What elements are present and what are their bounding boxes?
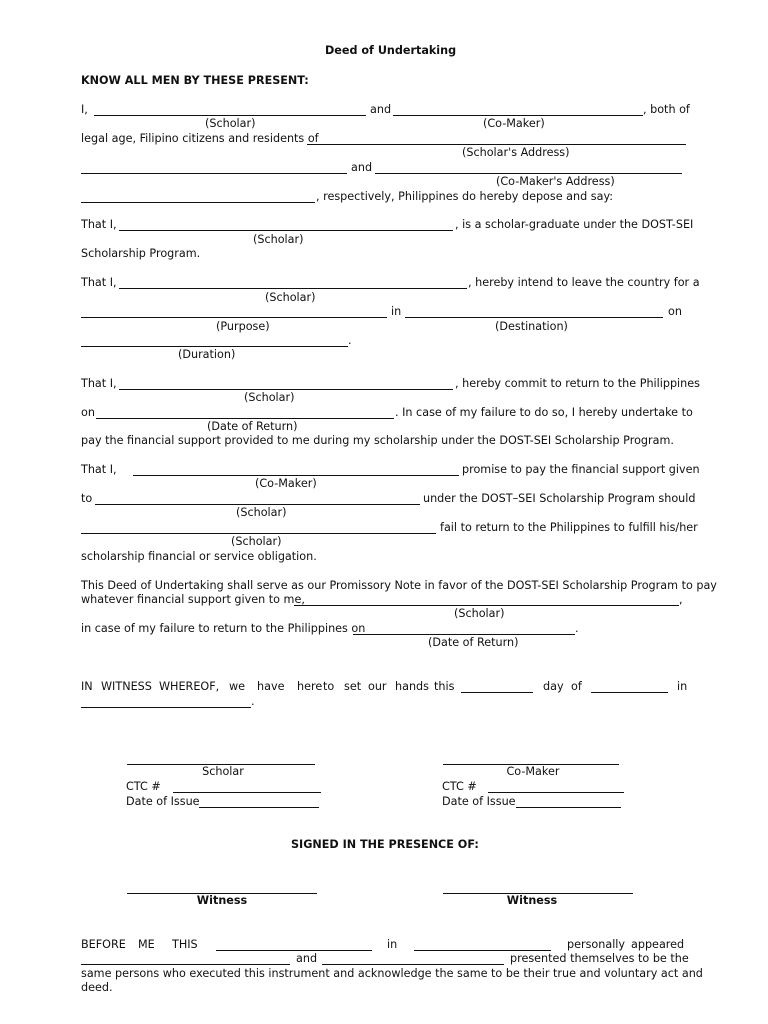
scholar-address-field[interactable] bbox=[307, 144, 686, 145]
comaker-ctc-label: CTC # bbox=[442, 780, 477, 793]
p4-date-label: (Date of Return) bbox=[207, 420, 298, 433]
place-field[interactable] bbox=[81, 707, 251, 708]
notary-this: THIS bbox=[172, 938, 198, 951]
notary-me: ME bbox=[138, 938, 155, 951]
comaker-date-issue-label: Date of Issue bbox=[442, 795, 516, 808]
scholar-date-issue-field[interactable] bbox=[199, 807, 319, 808]
p1-scholar-label: (Scholar) bbox=[205, 117, 256, 130]
witness-2-label: Witness bbox=[506, 894, 558, 907]
p3-period: . bbox=[348, 334, 352, 347]
destination-label: (Destination) bbox=[495, 320, 568, 333]
p4-pay: pay the financial support provided to me during my scholarship under the DOST-SEI Scholarship Program. bbox=[81, 434, 674, 447]
witness-word: WHEREOF, bbox=[159, 680, 220, 693]
p3-intend: , hereby intend to leave the country for a bbox=[468, 276, 700, 289]
purpose-field[interactable] bbox=[81, 317, 387, 318]
p5-scholar-label-2: (Scholar) bbox=[231, 535, 282, 548]
notary-line3: same persons who executed this instrument and acknowledge the same to be their true and voluntary act and bbox=[81, 967, 703, 980]
p5-obligation: scholarship financial or service obligation. bbox=[81, 550, 317, 563]
witness-word: to bbox=[323, 680, 335, 693]
p6-date-field[interactable] bbox=[353, 634, 575, 635]
notary-day-field[interactable] bbox=[216, 950, 372, 951]
notary-personally: personally bbox=[567, 938, 626, 951]
p5-under: under the DOST–SEI Scholarship Program should bbox=[423, 492, 696, 505]
comaker-name-field[interactable] bbox=[393, 115, 643, 116]
witness-word: hands bbox=[395, 680, 429, 693]
p4-that-i: That I, bbox=[81, 377, 117, 390]
p6-comma: , bbox=[679, 593, 683, 606]
p5-promise: promise to pay the financial support given bbox=[462, 463, 700, 476]
scholar-address-field-2[interactable] bbox=[81, 173, 347, 174]
comaker-ctc-field[interactable] bbox=[488, 792, 624, 793]
p3-that-i: That I, bbox=[81, 276, 117, 289]
month-field[interactable] bbox=[591, 692, 668, 693]
notary-in: in bbox=[387, 938, 398, 951]
scholar-address-label: (Scholar's Address) bbox=[462, 146, 570, 159]
witness-word: IN bbox=[81, 680, 93, 693]
presence-heading: SIGNED IN THE PRESENCE OF: bbox=[291, 838, 479, 851]
notary-before: BEFORE bbox=[81, 938, 126, 951]
p3-in: in bbox=[391, 305, 402, 318]
p5-to: to bbox=[81, 492, 93, 505]
witness-word: set bbox=[344, 680, 362, 693]
p5-comaker-label: (Co-Maker) bbox=[255, 477, 317, 490]
scholar-name-field[interactable] bbox=[94, 115, 366, 116]
p6-scholar-field[interactable] bbox=[294, 605, 679, 606]
p1-i-prefix: I, bbox=[81, 103, 88, 116]
witness-of: of bbox=[571, 680, 582, 693]
p3-scholar-label: (Scholar) bbox=[265, 291, 316, 304]
p4-scholar-field[interactable] bbox=[119, 389, 453, 390]
witness-1-label: Witness bbox=[196, 894, 248, 907]
notary-party-1-field[interactable] bbox=[81, 964, 290, 965]
p5-that-i: That I, bbox=[81, 463, 117, 476]
p1-line2: legal age, Filipino citizens and residents of bbox=[81, 132, 319, 145]
p1-both-of: , both of bbox=[643, 103, 690, 116]
duration-label: (Duration) bbox=[178, 348, 236, 361]
destination-field[interactable] bbox=[405, 317, 663, 318]
p2-scholar-field[interactable] bbox=[119, 230, 453, 231]
intro-heading: KNOW ALL MEN BY THESE PRESENT: bbox=[81, 74, 309, 87]
purpose-label: (Purpose) bbox=[216, 320, 270, 333]
notary-place-field[interactable] bbox=[414, 950, 551, 951]
p2-graduate: , is a scholar-graduate under the DOST-SEI bbox=[455, 218, 694, 231]
document-title: Deed of Undertaking bbox=[325, 44, 457, 57]
witness-word: we bbox=[229, 680, 246, 693]
p5-comaker-field[interactable] bbox=[133, 475, 459, 476]
p2-that-i: That I, bbox=[81, 218, 117, 231]
witness-word: our bbox=[368, 680, 387, 693]
date-of-return-field[interactable] bbox=[96, 418, 394, 419]
p6-line3: in case of my failure to return to the Philippines on bbox=[81, 622, 366, 635]
day-field[interactable] bbox=[461, 692, 533, 693]
p5-scholar-field[interactable] bbox=[95, 504, 420, 505]
notary-line4: deed. bbox=[81, 981, 113, 994]
p3-scholar-field[interactable] bbox=[119, 288, 467, 289]
p4-failure: . In case of my failure to do so, I hereby undertake to bbox=[395, 406, 693, 419]
p2-scholar-label: (Scholar) bbox=[253, 233, 304, 246]
notary-presented: presented themselves to be the bbox=[510, 952, 689, 965]
witness-word: WITNESS bbox=[101, 680, 152, 693]
comaker-address-field[interactable] bbox=[375, 173, 682, 174]
scholar-signature-label: Scholar bbox=[202, 765, 244, 778]
p2-program: Scholarship Program. bbox=[81, 247, 201, 260]
witness-word: have bbox=[257, 680, 285, 693]
p6-date-label: (Date of Return) bbox=[428, 636, 519, 649]
comaker-date-issue-field[interactable] bbox=[516, 807, 621, 808]
p6-line1: This Deed of Undertaking shall serve as our Promissory Note in favor of the DOST-SEI Scholarship Program to pay bbox=[81, 579, 717, 592]
comaker-signature-label: Co-Maker bbox=[506, 765, 560, 778]
witness-day: day bbox=[543, 680, 564, 693]
p3-on: on bbox=[668, 305, 682, 318]
p6-scholar-label: (Scholar) bbox=[454, 607, 505, 620]
witness-period: . bbox=[251, 695, 255, 708]
notary-and: and bbox=[296, 952, 318, 965]
p1-and: and bbox=[370, 103, 392, 116]
scholar-date-issue-label: Date of Issue bbox=[126, 795, 200, 808]
scholar-ctc-label: CTC # bbox=[126, 780, 161, 793]
comaker-address-label: (Co-Maker's Address) bbox=[496, 175, 615, 188]
comaker-address-field-2[interactable] bbox=[81, 202, 315, 203]
p5-scholar-field-2[interactable] bbox=[81, 533, 436, 534]
witness-word: here bbox=[297, 680, 323, 693]
p4-commit: , hereby commit to return to the Philippines bbox=[455, 377, 700, 390]
p4-scholar-label: (Scholar) bbox=[244, 391, 295, 404]
p4-on: on bbox=[81, 406, 95, 419]
duration-field[interactable] bbox=[81, 346, 348, 347]
p6-line2: whatever financial support given to me, bbox=[81, 593, 305, 606]
p6-period: . bbox=[575, 622, 579, 635]
notary-appeared: appeared bbox=[631, 938, 685, 951]
witness-in: in bbox=[677, 680, 688, 693]
witness-word: this bbox=[434, 680, 455, 693]
p5-fail: fail to return to the Philippines to fulfill his/her bbox=[440, 521, 698, 534]
p5-scholar-label: (Scholar) bbox=[236, 506, 287, 519]
p1-depose: , respectively, Philippines do hereby depose and say: bbox=[316, 190, 614, 203]
p1-and2: and bbox=[351, 161, 373, 174]
p1-comaker-label: (Co-Maker) bbox=[483, 117, 545, 130]
notary-party-2-field[interactable] bbox=[322, 964, 504, 965]
scholar-ctc-field[interactable] bbox=[173, 792, 321, 793]
